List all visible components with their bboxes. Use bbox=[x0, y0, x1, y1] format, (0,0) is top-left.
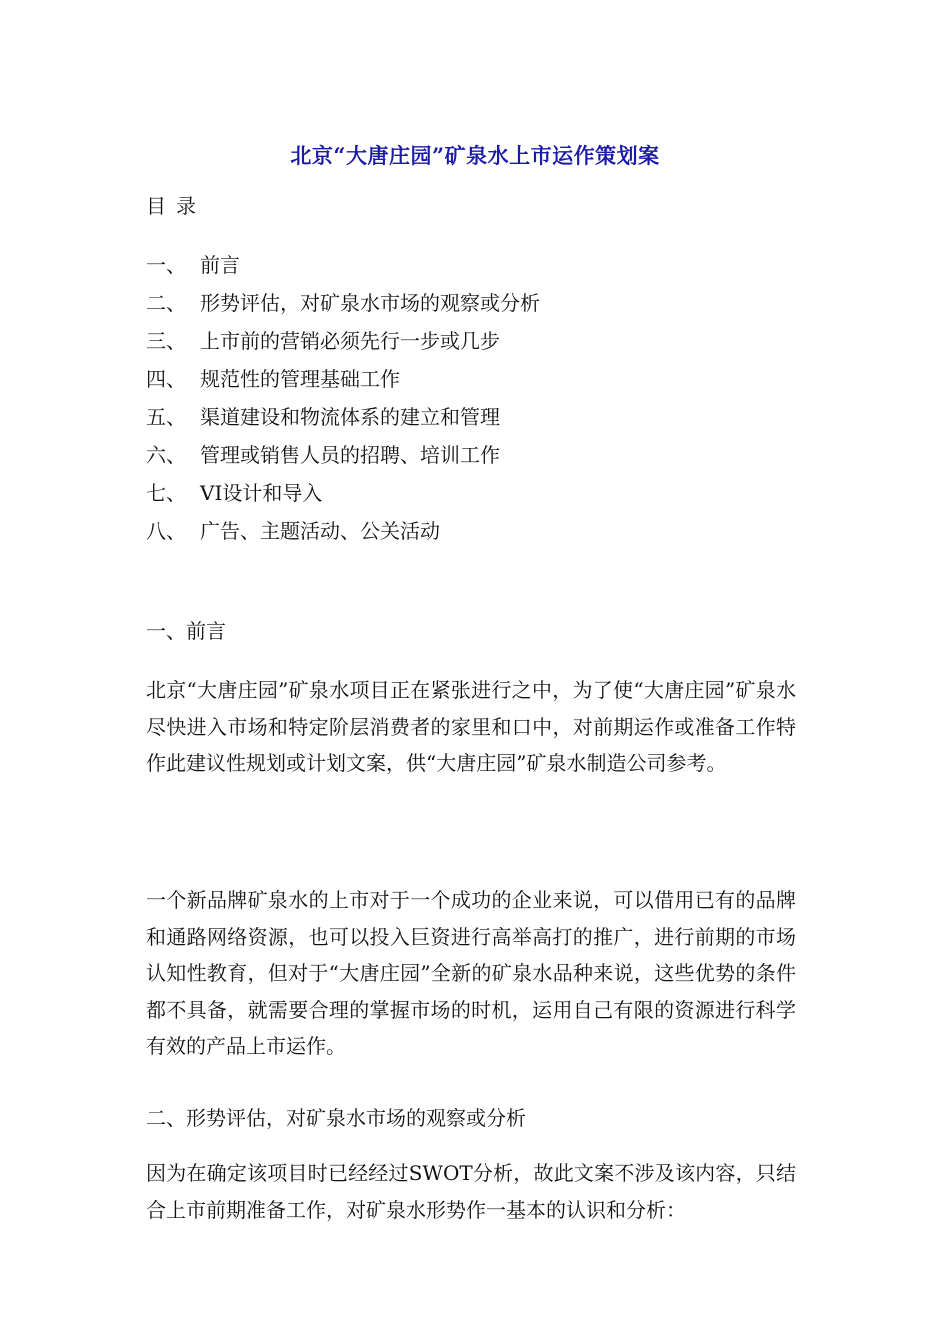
toc-item-text: VI设计和导入 bbox=[200, 481, 323, 505]
toc-item-text: 上市前的营销必须先行一步或几步 bbox=[200, 329, 500, 353]
toc-item-number: 三、 bbox=[146, 329, 186, 353]
preface-paragraph-1: 北京“大唐庄园”矿泉水项目正在紧张进行之中，为了使“大唐庄园”矿泉水尽快进入市场和特定阶层消费者的家里和口中，对前期运作或准备工作特作此建议性规划或计划文案，供“大唐庄园”矿泉水制造公司参考。 bbox=[146, 678, 796, 775]
toc-item-number: 六、 bbox=[146, 443, 186, 467]
toc-item-text: 渠道建设和物流体系的建立和管理 bbox=[200, 405, 500, 429]
toc-item bbox=[146, 288, 540, 326]
toc-item bbox=[146, 440, 540, 478]
toc-item-number: 七、 bbox=[146, 481, 186, 505]
toc-item-text: 管理或销售人员的招聘、培训工作 bbox=[200, 443, 500, 467]
toc-item bbox=[146, 516, 540, 554]
toc-item-number: 一、 bbox=[146, 253, 186, 277]
toc-item bbox=[146, 478, 540, 516]
preface-paragraph-2: 一个新品牌矿泉水的上市对于一个成功的企业来说，可以借用已有的品牌和通路网络资源，也可以投入巨资进行高举高打的推广，进行前期的市场认知性教育，但对于“大唐庄园”全新的矿泉水品种来说，这些优势的条件都不具备，就需要合理的掌握市场的时机，运用自己有限的资源进行科学有效的产品上市运作。 bbox=[146, 888, 796, 1058]
toc-item-text: 广告、主题活动、公关活动 bbox=[200, 519, 440, 543]
toc-item-number: 四、 bbox=[146, 367, 186, 391]
toc-heading: 目录 bbox=[146, 194, 206, 218]
toc-item bbox=[146, 250, 540, 288]
toc-item bbox=[146, 402, 540, 440]
toc-item-text: 形势评估，对矿泉水市场的观察或分析 bbox=[200, 291, 540, 315]
document-title: 北京“大唐庄园”矿泉水上市运作策划案 bbox=[290, 143, 660, 168]
toc-item bbox=[146, 364, 540, 402]
toc-item-text: 规范性的管理基础工作 bbox=[200, 367, 400, 391]
table-of-contents bbox=[146, 250, 540, 554]
toc-item-number: 五、 bbox=[146, 405, 186, 429]
toc-item-text: 前言 bbox=[200, 253, 240, 277]
section-heading-preface: 一、前言 bbox=[146, 619, 226, 643]
toc-item-number: 八、 bbox=[146, 519, 186, 543]
toc-item bbox=[146, 326, 540, 364]
toc-item-number: 二、 bbox=[146, 291, 186, 315]
section-heading-situation: 二、形势评估，对矿泉水市场的观察或分析 bbox=[146, 1106, 526, 1130]
situation-paragraph-1: 因为在确定该项目时已经经过SWOT分析，故此文案不涉及该内容，只结合上市前期准备工作，对矿泉水形势作一基本的认识和分析： bbox=[146, 1161, 796, 1222]
